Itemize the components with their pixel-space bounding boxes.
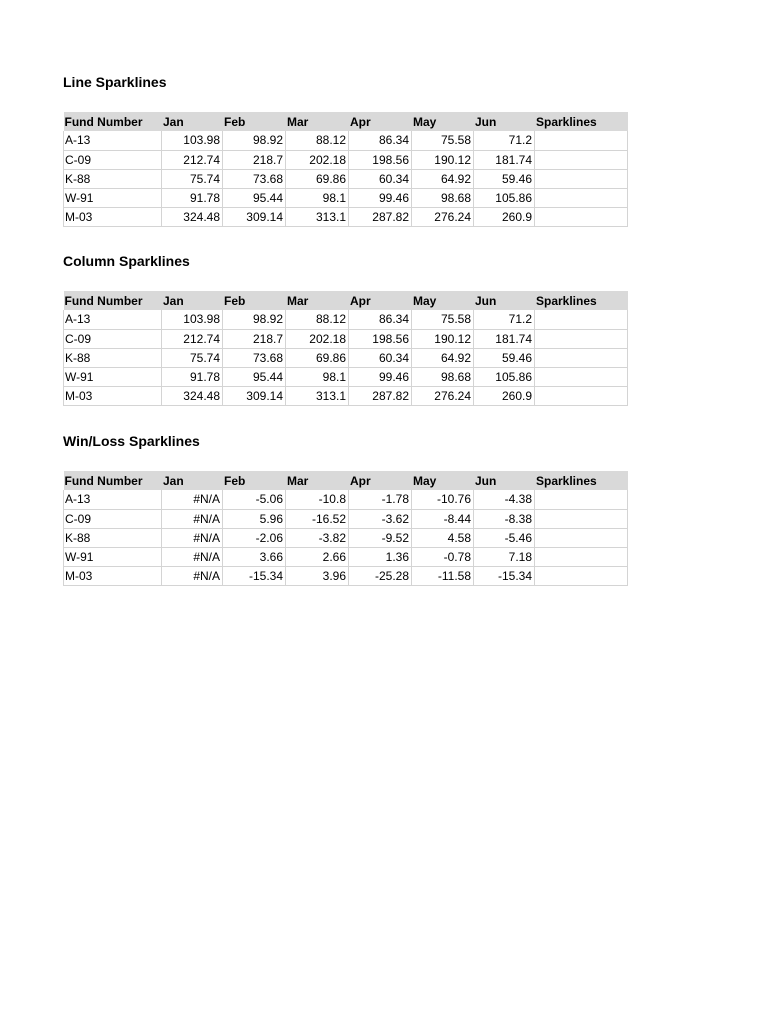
cell-apr[interactable]: 60.34 xyxy=(349,169,412,188)
cell-fund-number[interactable]: C-09 xyxy=(64,329,162,348)
header-cell-sparklines[interactable]: Sparklines xyxy=(535,291,628,310)
cell-mar[interactable]: 313.1 xyxy=(286,386,349,405)
cell-may[interactable]: -8.44 xyxy=(412,509,474,528)
table-row xyxy=(64,547,628,566)
cell-mar[interactable]: 88.12 xyxy=(286,131,349,150)
header-cell-feb[interactable]: Feb xyxy=(223,471,286,490)
line-sparklines-section xyxy=(63,72,628,227)
cell-fund-number[interactable]: K-88 xyxy=(64,169,162,188)
header-cell-fund-number[interactable]: Fund Number xyxy=(64,112,162,131)
cell-apr[interactable]: 86.34 xyxy=(349,310,412,329)
table-row xyxy=(64,348,628,367)
cell-sparkline[interactable] xyxy=(535,310,628,329)
cell-jun[interactable]: 71.2 xyxy=(474,310,535,329)
cell-may[interactable]: 75.58 xyxy=(412,310,474,329)
cell-may[interactable]: 98.68 xyxy=(412,367,474,386)
table-row xyxy=(64,566,628,585)
cell-jan[interactable]: #N/A xyxy=(162,566,223,585)
cell-sparkline[interactable] xyxy=(535,509,628,528)
cell-mar[interactable]: 98.1 xyxy=(286,367,349,386)
cell-apr[interactable]: -3.62 xyxy=(349,509,412,528)
header-cell-apr[interactable]: Apr xyxy=(349,291,412,310)
cell-mar[interactable]: -3.82 xyxy=(286,528,349,547)
cell-feb[interactable]: 309.14 xyxy=(223,386,286,405)
cell-may[interactable]: 98.68 xyxy=(412,188,474,207)
win-loss-sparklines-table xyxy=(63,471,628,586)
cell-feb[interactable]: 73.68 xyxy=(223,169,286,188)
cell-jun[interactable]: 260.9 xyxy=(474,386,535,405)
cell-feb[interactable]: -5.06 xyxy=(223,490,286,509)
cell-apr[interactable]: -1.78 xyxy=(349,490,412,509)
header-cell-jan[interactable]: Jan xyxy=(162,471,223,490)
cell-apr[interactable]: 287.82 xyxy=(349,207,412,226)
cell-fund-number[interactable]: W-91 xyxy=(64,547,162,566)
header-row xyxy=(64,291,628,310)
cell-sparkline[interactable] xyxy=(535,490,628,509)
cell-jan[interactable]: 75.74 xyxy=(162,348,223,367)
cell-mar[interactable]: 3.96 xyxy=(286,566,349,585)
cell-jan[interactable]: 75.74 xyxy=(162,169,223,188)
cell-may[interactable]: 64.92 xyxy=(412,169,474,188)
cell-jan[interactable]: #N/A xyxy=(162,528,223,547)
table-row xyxy=(64,490,628,509)
cell-jun[interactable]: -5.46 xyxy=(474,528,535,547)
cell-fund-number[interactable]: K-88 xyxy=(64,528,162,547)
header-cell-sparklines[interactable]: Sparklines xyxy=(535,471,628,490)
cell-may[interactable]: -10.76 xyxy=(412,490,474,509)
cell-jun[interactable]: 260.9 xyxy=(474,207,535,226)
cell-apr[interactable]: 86.34 xyxy=(349,131,412,150)
table-row xyxy=(64,131,628,150)
cell-feb[interactable]: 309.14 xyxy=(223,207,286,226)
cell-sparkline[interactable] xyxy=(535,329,628,348)
cell-mar[interactable]: 313.1 xyxy=(286,207,349,226)
table-row xyxy=(64,188,628,207)
cell-jan[interactable]: 212.74 xyxy=(162,150,223,169)
cell-jan[interactable]: #N/A xyxy=(162,547,223,566)
cell-apr[interactable]: 1.36 xyxy=(349,547,412,566)
cell-jun[interactable]: 71.2 xyxy=(474,131,535,150)
header-cell-mar[interactable]: Mar xyxy=(286,291,349,310)
header-cell-feb[interactable]: Feb xyxy=(223,112,286,131)
cell-apr[interactable]: 198.56 xyxy=(349,150,412,169)
header-cell-jan[interactable]: Jan xyxy=(162,112,223,131)
cell-fund-number[interactable]: M-03 xyxy=(64,386,162,405)
table-row xyxy=(64,528,628,547)
cell-feb[interactable]: 95.44 xyxy=(223,367,286,386)
section-title: Line Sparklines xyxy=(63,74,167,90)
cell-may[interactable]: 4.58 xyxy=(412,528,474,547)
cell-apr[interactable]: -25.28 xyxy=(349,566,412,585)
cell-sparkline[interactable] xyxy=(535,207,628,226)
cell-apr[interactable]: -9.52 xyxy=(349,528,412,547)
cell-feb[interactable]: 218.7 xyxy=(223,329,286,348)
cell-fund-number[interactable]: A-13 xyxy=(64,490,162,509)
cell-jun[interactable]: 105.86 xyxy=(474,188,535,207)
cell-mar[interactable]: 2.66 xyxy=(286,547,349,566)
cell-sparkline[interactable] xyxy=(535,547,628,566)
cell-jun[interactable]: 181.74 xyxy=(474,150,535,169)
cell-jun[interactable]: -4.38 xyxy=(474,490,535,509)
cell-mar[interactable]: -16.52 xyxy=(286,509,349,528)
cell-may[interactable]: 276.24 xyxy=(412,207,474,226)
table-row xyxy=(64,169,628,188)
table-row xyxy=(64,367,628,386)
cell-sparkline[interactable] xyxy=(535,566,628,585)
header-cell-fund-number[interactable]: Fund Number xyxy=(64,471,162,490)
header-cell-sparklines[interactable]: Sparklines xyxy=(535,112,628,131)
cell-jan[interactable]: 212.74 xyxy=(162,329,223,348)
cell-mar[interactable]: -10.8 xyxy=(286,490,349,509)
table-row xyxy=(64,150,628,169)
cell-fund-number[interactable]: A-13 xyxy=(64,131,162,150)
cell-jan[interactable]: #N/A xyxy=(162,490,223,509)
cell-apr[interactable]: 198.56 xyxy=(349,329,412,348)
cell-jun[interactable]: 181.74 xyxy=(474,329,535,348)
cell-may[interactable]: 75.58 xyxy=(412,131,474,150)
cell-sparkline[interactable] xyxy=(535,348,628,367)
table-row xyxy=(64,509,628,528)
table-row xyxy=(64,310,628,329)
cell-sparkline[interactable] xyxy=(535,169,628,188)
cell-mar[interactable]: 69.86 xyxy=(286,169,349,188)
cell-mar[interactable]: 202.18 xyxy=(286,150,349,169)
header-cell-apr[interactable]: Apr xyxy=(349,471,412,490)
cell-feb[interactable]: 5.96 xyxy=(223,509,286,528)
cell-mar[interactable]: 202.18 xyxy=(286,329,349,348)
cell-sparkline[interactable] xyxy=(535,386,628,405)
cell-jan[interactable]: 324.48 xyxy=(162,207,223,226)
cell-may[interactable]: 276.24 xyxy=(412,386,474,405)
table-row xyxy=(64,207,628,226)
header-cell-jan[interactable]: Jan xyxy=(162,291,223,310)
table-row xyxy=(64,329,628,348)
cell-sparkline[interactable] xyxy=(535,528,628,547)
cell-mar[interactable]: 88.12 xyxy=(286,310,349,329)
header-cell-feb[interactable]: Feb xyxy=(223,291,286,310)
cell-sparkline[interactable] xyxy=(535,150,628,169)
win-loss-sparklines-section xyxy=(63,431,628,586)
cell-jan[interactable]: 103.98 xyxy=(162,131,223,150)
cell-fund-number[interactable]: W-91 xyxy=(64,188,162,207)
header-cell-may[interactable]: May xyxy=(412,471,474,490)
cell-fund-number[interactable]: M-03 xyxy=(64,207,162,226)
cell-jan[interactable]: #N/A xyxy=(162,509,223,528)
cell-fund-number[interactable]: M-03 xyxy=(64,566,162,585)
cell-fund-number[interactable]: C-09 xyxy=(64,509,162,528)
header-cell-jun[interactable]: Jun xyxy=(474,471,535,490)
cell-mar[interactable]: 69.86 xyxy=(286,348,349,367)
line-sparklines-table xyxy=(63,112,628,227)
header-cell-mar[interactable]: Mar xyxy=(286,112,349,131)
table-row xyxy=(64,386,628,405)
header-row xyxy=(64,471,628,490)
cell-feb[interactable]: 218.7 xyxy=(223,150,286,169)
cell-feb[interactable]: 98.92 xyxy=(223,131,286,150)
header-cell-fund-number[interactable]: Fund Number xyxy=(64,291,162,310)
cell-jan[interactable]: 324.48 xyxy=(162,386,223,405)
cell-sparkline[interactable] xyxy=(535,131,628,150)
cell-apr[interactable]: 287.82 xyxy=(349,386,412,405)
header-cell-jun[interactable]: Jun xyxy=(474,112,535,131)
cell-jan[interactable]: 91.78 xyxy=(162,367,223,386)
cell-jun[interactable]: 59.46 xyxy=(474,348,535,367)
cell-may[interactable]: -0.78 xyxy=(412,547,474,566)
cell-apr[interactable]: 99.46 xyxy=(349,367,412,386)
cell-sparkline[interactable] xyxy=(535,188,628,207)
header-cell-jun[interactable]: Jun xyxy=(474,291,535,310)
cell-fund-number[interactable]: K-88 xyxy=(64,348,162,367)
cell-jun[interactable]: 7.18 xyxy=(474,547,535,566)
header-cell-apr[interactable]: Apr xyxy=(349,112,412,131)
column-sparklines-section xyxy=(63,251,628,406)
cell-jan[interactable]: 103.98 xyxy=(162,310,223,329)
cell-fund-number[interactable]: C-09 xyxy=(64,150,162,169)
cell-jun[interactable]: 105.86 xyxy=(474,367,535,386)
cell-may[interactable]: 190.12 xyxy=(412,150,474,169)
section-title: Win/Loss Sparklines xyxy=(63,433,200,449)
cell-feb[interactable]: -15.34 xyxy=(223,566,286,585)
cell-may[interactable]: 64.92 xyxy=(412,348,474,367)
cell-feb[interactable]: -2.06 xyxy=(223,528,286,547)
cell-mar[interactable]: 98.1 xyxy=(286,188,349,207)
cell-may[interactable]: -11.58 xyxy=(412,566,474,585)
header-cell-mar[interactable]: Mar xyxy=(286,471,349,490)
header-row xyxy=(64,112,628,131)
cell-jan[interactable]: 91.78 xyxy=(162,188,223,207)
cell-feb[interactable]: 3.66 xyxy=(223,547,286,566)
cell-jun[interactable]: 59.46 xyxy=(474,169,535,188)
cell-sparkline[interactable] xyxy=(535,367,628,386)
header-cell-may[interactable]: May xyxy=(412,112,474,131)
cell-feb[interactable]: 95.44 xyxy=(223,188,286,207)
cell-may[interactable]: 190.12 xyxy=(412,329,474,348)
cell-fund-number[interactable]: W-91 xyxy=(64,367,162,386)
cell-feb[interactable]: 98.92 xyxy=(223,310,286,329)
cell-fund-number[interactable]: A-13 xyxy=(64,310,162,329)
cell-apr[interactable]: 99.46 xyxy=(349,188,412,207)
section-title: Column Sparklines xyxy=(63,253,190,269)
column-sparklines-table xyxy=(63,291,628,406)
cell-jun[interactable]: -8.38 xyxy=(474,509,535,528)
cell-jun[interactable]: -15.34 xyxy=(474,566,535,585)
cell-feb[interactable]: 73.68 xyxy=(223,348,286,367)
header-cell-may[interactable]: May xyxy=(412,291,474,310)
cell-apr[interactable]: 60.34 xyxy=(349,348,412,367)
